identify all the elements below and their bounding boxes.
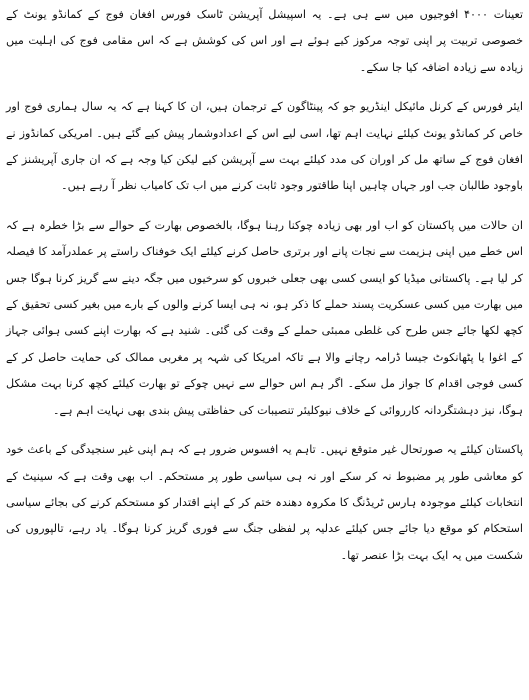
article-paragraph-4: پاکستان کیلئے یہ صورتحال غیر متوقع نہیں۔ تاہم یہ افسوس ضرور ہے کہ ہم اپنی غیر سنجیدگی کے باعث خود کو معاشی طور پر مضبوط نہ کر سکے اور نہ ہی سیاسی طور پر مستحکم۔ اب بھی وقت ہے کہ سینیٹ کے انتخابات کیلئے موجودہ ہارس ٹریڈنگ کا مکروہ دھندہ ختم کر کے اپنے اقتدار کو مستحکم کرنے کی بجائے سیاسی استحکام کو موقع دیا جائے جس کیلئے عدلیہ پر لفظی جنگ سے فوری گریز کرنا ہوگا۔ یاد رہے، تالپوروں کی شکست میں یہ ایک بہت بڑا عنصر تھا۔ [6, 443, 523, 562]
article-paragraph-1: تعینات ۴۰۰۰ افوجیوں میں سے ہی ہے۔ یہ اسپیشل آپریشن ٹاسک فورس افغان فوج کے کمانڈو یونٹ کے خصوصی تربیت پر اپنی توجہ مرکوز کیے ہوئے ہے اور اس کی کوشش ہے کہ اس مقامی فوج کی اہلیت میں زیادہ سے زیادہ اضافہ کیا جا سکے۔ [6, 8, 523, 74]
article-paragraph-3: ان حالات میں پاکستان کو اب اور بھی زیادہ چوکنا رہنا ہوگا، بالخصوص بھارت کے حوالے سے بڑا خطرہ ہے کہ اس خطے میں اپنی ہزیمت سے نجات پانے اور برتری حاصل کرنے کیلئے ایک خوفناک راستے پر عملدرآمد کا فیصلہ کر لیا ہے۔ پاکستانی میڈیا کو ایسی کسی بھی جعلی خبروں کو سرخیوں میں جگہ دینے سے گریز کرنا ہوگا جس میں بھارت میں کسی عسکریت پسند حملے کا ذکر ہو، نہ ہی ایسا کرنے والوں کے بارے میں بغیر کسی تحقیق کے کچھ لکھا جائے جس طرح کی غلطی ممبئی حملے کے وقت کی گئی۔ شنید ہے کہ بھارت اپنے کسی ہوائی جہاز کے اغوا یا پٹھانکوٹ جیسا ڈرامہ رچانے والا ہے تاکہ امریکا کی شہہ پر مغربی ممالک کی حمایت حاصل کر کے کسی فوجی اقدام کا جواز مل سکے۔ اگر ہم اس حوالے سے نہیں چوکے تو بھارت کیلئے کچھ کرنا بہت مشکل ہوگا، نیز دہشتگردانہ کارروائی کے خلاف نیوکلیئر تنصیبات کی حفاظتی پیش بندی بھی نہایت اہم ہے۔ [6, 218, 523, 417]
article-paragraph-2: ایئر فورس کے کرنل مائیکل اینڈریو جو کہ پینٹاگون کے ترجمان ہیں، ان کا کہنا ہے کہ یہ سال ہماری فوج اور خاص کر کمانڈو یونٹ کیلئے نہایت اہم تھا، اسی لیے اس کے اعدادوشمار پیش کیے گئے ہیں۔ امریکی کمانڈوز نے افغان فوج کے ساتھ مل کر اوران کی مدد کیلئے بہت سے آپریشن کیے لیکن کیا وجہ ہے کہ ان جاری آپریشنز کے باوجود طالبان جب اور جہاں چاہیں اپنا طاقتور وجود ثابت کرنے میں اب تک کامیاب نظر آ رہے ہیں۔ [6, 100, 523, 193]
